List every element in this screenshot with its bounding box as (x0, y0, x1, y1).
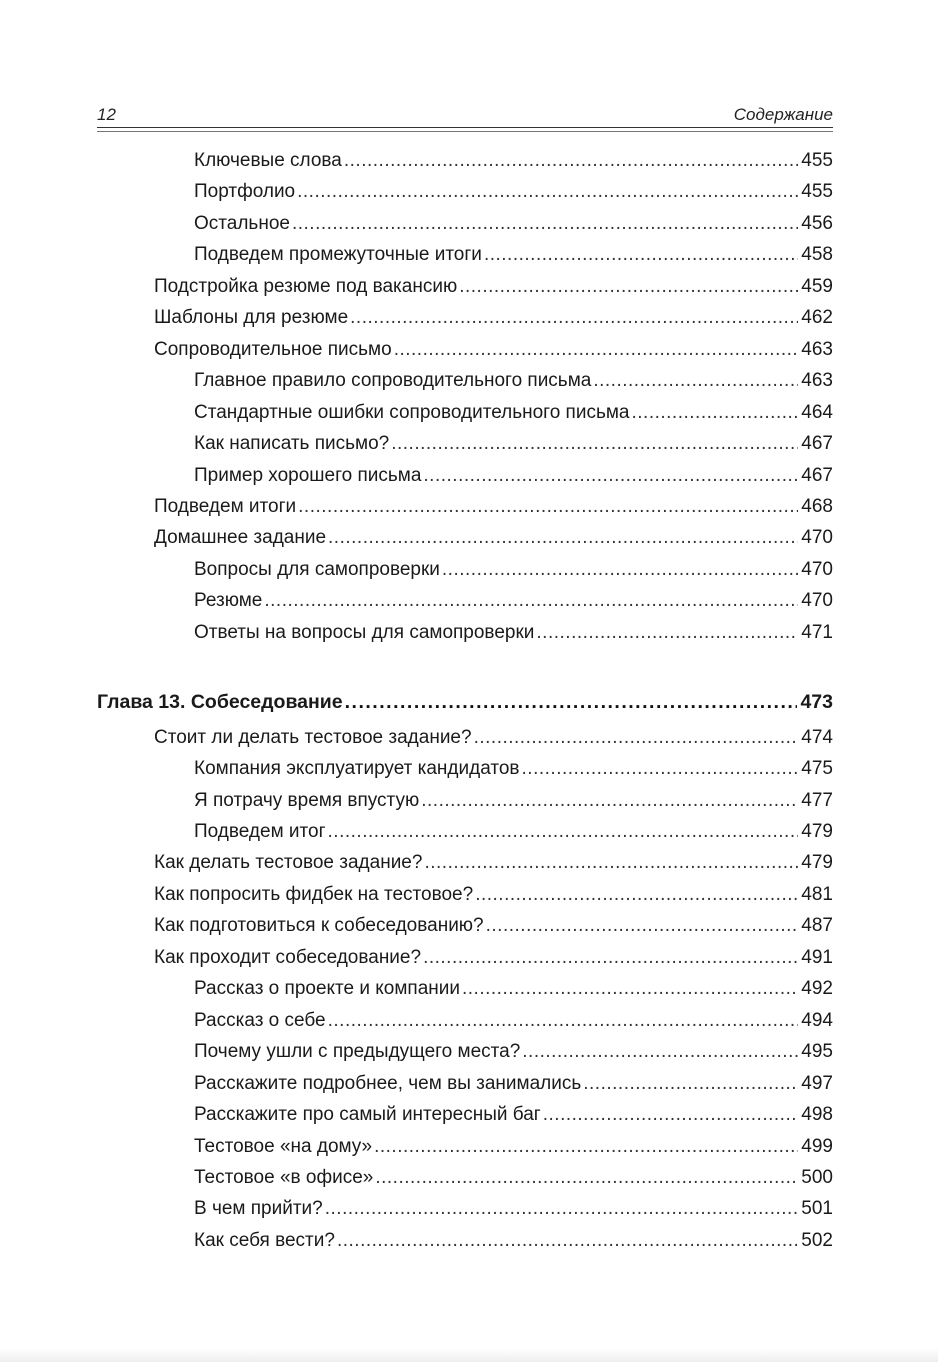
toc-entry (154, 272, 833, 302)
toc-entry (154, 943, 833, 973)
toc-entry (194, 586, 833, 616)
toc-entry-title: Компания эксплуатирует кандидатов (194, 758, 520, 780)
toc-entry-title: Стоит ли делать тестовое задание? (154, 726, 472, 748)
toc-entry (154, 492, 833, 522)
toc-entry (194, 555, 833, 585)
toc-entry-title: Тестовое «в офисе» (194, 1166, 374, 1188)
toc-entry (194, 1006, 833, 1036)
toc-entry-title: Подведем итоги (154, 495, 297, 517)
toc-entry-page-number: 463 (801, 338, 833, 360)
toc-entry (194, 366, 833, 396)
toc-dot-leader (298, 492, 798, 522)
toc-entry-page-number: 497 (801, 1072, 833, 1094)
toc-entry (154, 523, 833, 553)
toc-dot-leader (486, 911, 799, 941)
toc-entry (154, 911, 833, 941)
toc-dot-leader (337, 1226, 798, 1256)
toc-entry-title: Ключевые слова (194, 150, 342, 171)
header-rule (97, 127, 833, 128)
toc-dot-leader (374, 1132, 798, 1162)
toc-entry-page-number: 501 (801, 1198, 833, 1220)
toc-entry (194, 398, 833, 428)
toc-entry (194, 1163, 833, 1193)
toc-entry (194, 618, 833, 648)
toc-entry-page-number: 470 (801, 590, 833, 612)
toc-entry-title: Подведем итог (194, 821, 326, 842)
toc-entry-title: Ответы на вопросы для самопроверки (194, 621, 535, 643)
toc-entry-page-number: 470 (801, 527, 833, 549)
toc-dot-leader (593, 366, 798, 396)
toc-dot-leader (264, 586, 798, 616)
toc-entry-page-number: 467 (801, 433, 833, 455)
toc-entry-page-number: 487 (801, 915, 833, 937)
toc-entry-title: Как попросить фидбек на тестовое? (154, 883, 474, 905)
toc-entry (194, 754, 833, 784)
toc-entry (194, 1069, 833, 1099)
toc-entry-page-number: 479 (801, 821, 833, 842)
toc-dot-leader (442, 555, 798, 585)
toc-entry-page-number: 500 (801, 1166, 833, 1188)
toc-entry-title: Шаблоны для резюме (154, 307, 349, 329)
toc-dot-leader (536, 618, 798, 648)
toc-entry-page-number: 462 (801, 307, 833, 329)
toc-entry-page-number: 468 (801, 495, 833, 517)
toc-dot-leader (325, 1194, 799, 1224)
toc-dot-leader (474, 723, 799, 753)
toc-entry (194, 1037, 833, 1067)
toc-entry-title: Тестовое «на дому» (194, 1135, 373, 1157)
toc-entry-title: Расскажите про самый интересный баг (194, 1104, 541, 1126)
toc-entry-page-number: 474 (801, 726, 833, 748)
toc-entry-page-number: 456 (801, 212, 833, 234)
toc-entry-page-number: 475 (801, 758, 833, 780)
toc-entry (194, 817, 833, 847)
toc-entry-title: Рассказ о себе (194, 1009, 326, 1031)
toc-entry-page-number: 491 (801, 946, 833, 968)
toc-entry-page-number: 458 (801, 244, 833, 266)
toc-entry-title: Стандартные ошибки сопроводительного письма (194, 401, 630, 423)
toc-entry (154, 335, 833, 365)
toc-entry-title: Расскажите подробнее, чем вы занимались (194, 1072, 582, 1094)
toc-dot-leader (375, 1163, 798, 1193)
toc-entry-page-number: 464 (801, 401, 833, 423)
toc-dot-leader (297, 177, 798, 207)
toc-entry-title: Как себя вести? (194, 1229, 335, 1251)
toc-entry-title: Рассказ о проекте и компании (194, 978, 460, 1000)
toc-entry-page-number: 455 (801, 181, 833, 203)
toc-entry (154, 880, 833, 910)
toc-entry-page-number: 494 (801, 1009, 833, 1031)
toc-entry-title: Подведем промежуточные итоги (194, 244, 482, 266)
toc-entry-title: Главное правило сопроводительного письма (194, 370, 592, 392)
toc-entry-title: Как подготовиться к собеседованию? (154, 915, 484, 937)
toc-entry (154, 723, 833, 753)
toc-entry-page-number: 492 (801, 978, 833, 1000)
toc-entry-title: Я потрачу время впустую (194, 789, 420, 811)
toc-dot-leader (459, 272, 798, 302)
toc-entry (194, 1226, 833, 1256)
toc-dot-leader (350, 303, 798, 333)
toc-dot-leader (345, 687, 798, 717)
toc-entry-page-number: 455 (801, 150, 833, 171)
toc-entry-title: Домашнее задание (154, 527, 327, 549)
toc-entry-page-number: 463 (801, 370, 833, 392)
toc-dot-leader (424, 848, 798, 878)
page-edge-shadow (0, 1348, 938, 1362)
toc-entry (194, 461, 833, 491)
toc-dot-leader (328, 817, 799, 847)
toc-entry (194, 429, 833, 459)
toc-entry-page-number: 459 (801, 275, 833, 297)
toc-dot-leader (423, 461, 798, 491)
page-number: 12 (97, 105, 116, 124)
toc-entry (154, 848, 833, 878)
toc-entry-page-number: 481 (801, 883, 833, 905)
toc-entry (154, 303, 833, 333)
toc-dot-leader (583, 1069, 798, 1099)
toc-entry-title: Портфолио (194, 181, 296, 203)
toc-entry (194, 974, 833, 1004)
running-header (97, 103, 833, 127)
toc-entry (194, 146, 833, 176)
toc-entry-page-number: 467 (801, 464, 833, 486)
toc-entry (194, 240, 833, 270)
toc-entry-page-number: 495 (801, 1041, 833, 1063)
toc-entry (194, 177, 833, 207)
running-title: Содержание (733, 105, 833, 124)
toc-dot-leader (522, 754, 799, 784)
toc-dot-leader (394, 335, 799, 365)
toc-dot-leader (328, 523, 798, 553)
toc-entry-title: Сопроводительное письмо (154, 338, 392, 360)
toc-entry (194, 209, 833, 239)
toc-entry-title: Резюме (194, 590, 263, 612)
toc-entry-title: Как проходит собеседование? (154, 946, 422, 968)
toc-entry-page-number: 499 (801, 1135, 833, 1157)
toc-entry-page-number: 477 (801, 789, 833, 811)
toc-entry-page-number: 498 (801, 1104, 833, 1126)
toc-entry-title: В чем прийти? (194, 1198, 323, 1220)
toc-entry-title: Как написать письмо? (194, 433, 390, 455)
toc-entry-title: Глава 13. Собеседование (97, 691, 343, 714)
toc-dot-leader (484, 240, 798, 270)
toc-entry (194, 1194, 833, 1224)
toc-dot-leader (344, 146, 798, 176)
toc-entry-page-number: 502 (801, 1229, 833, 1251)
toc-entry-page-number: 471 (801, 621, 833, 643)
toc-dot-leader (328, 1006, 799, 1036)
toc-dot-leader (475, 880, 798, 910)
toc-dot-leader (421, 786, 798, 816)
toc-chapter-heading (97, 687, 833, 717)
toc-dot-leader (522, 1037, 798, 1067)
toc-dot-leader (543, 1100, 799, 1130)
toc-entry-title: Почему ушли с предыдущего места? (194, 1041, 521, 1063)
toc-dot-leader (631, 398, 798, 428)
toc-dot-leader (423, 943, 798, 973)
toc-dot-leader (391, 429, 798, 459)
toc-dot-leader (292, 209, 798, 239)
toc-entry-page-number: 473 (800, 691, 833, 714)
toc-entry (194, 1132, 833, 1162)
header-rule-thin (97, 131, 833, 132)
toc-entry-page-number: 479 (801, 852, 833, 874)
toc-entry-title: Подстройка резюме под вакансию (154, 275, 458, 297)
toc-dot-leader (462, 974, 798, 1004)
toc-entry-title: Остальное (194, 212, 290, 234)
toc-entry-title: Вопросы для самопроверки (194, 558, 440, 580)
toc-entry (194, 786, 833, 816)
toc-entry (194, 1100, 833, 1130)
toc-entry-page-number: 470 (801, 558, 833, 580)
toc-entry-title: Пример хорошего письма (194, 464, 422, 486)
toc-entry-title: Как делать тестовое задание? (154, 852, 423, 874)
